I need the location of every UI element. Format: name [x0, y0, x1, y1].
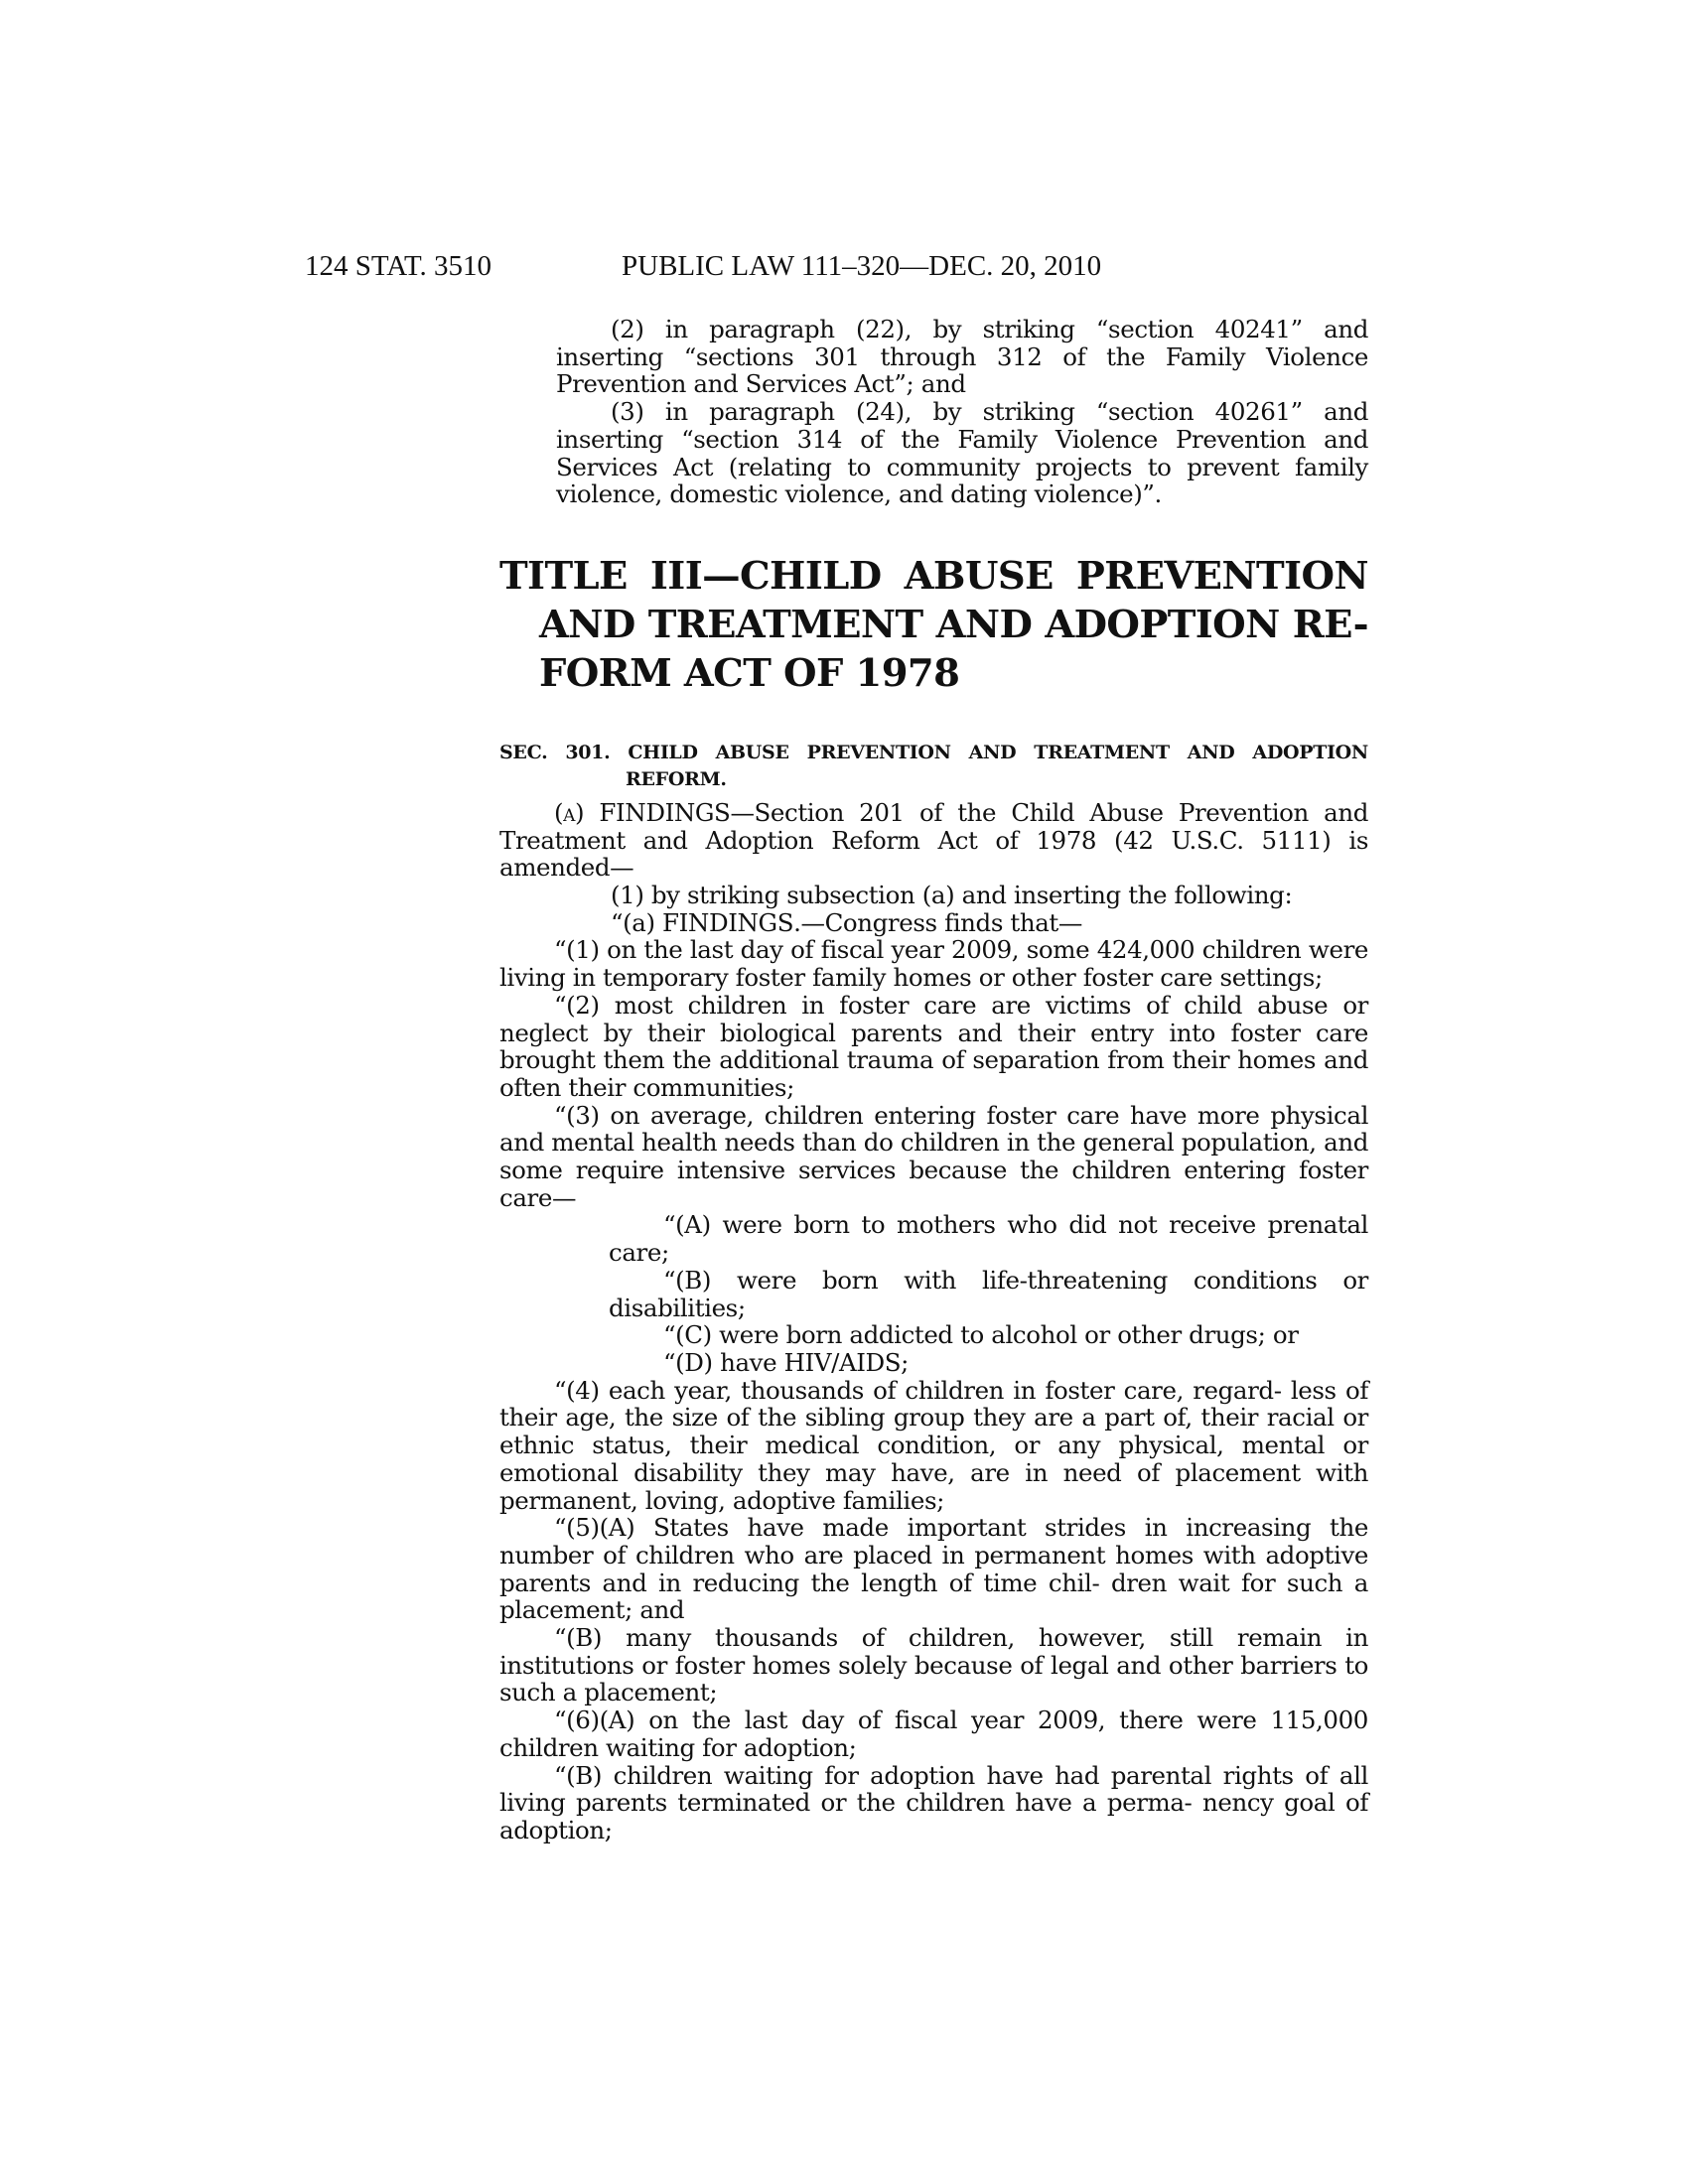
finding-3-b: “(B) were born with life-threatening conditions or disabilities; [609, 1265, 1368, 1322]
finding-3: “(3) on average, children entering foster care have more physical and mental health needs than do children in the general population, and some require intensive services because the children entering foster care— [499, 1100, 1368, 1212]
amendment-paragraph-2: (2) in paragraph (22), by striking “section 40241” and inserting “sections 301 through 312 of the Family Violence Prevention and Services Act”; and [556, 315, 1368, 399]
finding-5-b: “(B) many thousands of children, however, still remain in institutions or foster homes solely because of legal and other barriers to such a placement; [499, 1623, 1368, 1707]
paragraph-1: (1) by striking subsection (a) and inserting the following: [611, 881, 1293, 910]
title-heading: TITLE III—CHILD ABUSE PREVENTION AND TREATMENT AND ADOPTION RE- FORM ACT OF 1978 [499, 553, 1368, 696]
subsection-a-text: —Section 201 of the Child Abuse Prevention and Treatment and Adoption Reform Act of 1978 (42 U.S.C. 5111) is amended— [499, 797, 1368, 883]
main-text-column [499, 316, 1368, 1844]
finding-4: “(4) each year, thousands of children in foster care, regard- less of their age, the size of the sibling group they are a part of, their racial or ethnic status, their medical condition, or any physical, mental or emotional disability they may have, are in need of placement with permanent, loving, adoptive families; [499, 1375, 1368, 1515]
finding-2: “(2) most children in foster care are victims of child abuse or neglect by their biological parents and their entry into foster care brought them the additional trauma of separation from their homes and often their communities; [499, 990, 1368, 1102]
finding-3-d: “(D) have HIV/AIDS; [663, 1347, 910, 1377]
findings-intro-label: FINDINGS [662, 907, 794, 937]
findings-intro-prefix: “(a) [611, 907, 663, 937]
findings-intro [499, 909, 1368, 937]
finding-1: “(1) on the last day of fiscal year 2009, some 424,000 children were living in temporary foster family homes or other foster care settings; [499, 935, 1368, 993]
running-head: PUBLIC LAW 111–320—DEC. 20, 2010 [622, 250, 1102, 282]
findings-intro-text: .—Congress finds that— [793, 907, 1082, 937]
finding-6-b: “(B) children waiting for adoption have had parental rights of all living parents terminated or the children have a perma- nency goal of adoption; [499, 1760, 1368, 1844]
amendment-paragraph-3: (3) in paragraph (24), by striking “section 40261” and inserting “section 314 of the Family Violence Prevention and Services Act (relating to community projects to prevent family violence, domestic violence, and dating violence)”. [556, 397, 1368, 509]
section-heading: SEC. 301. CHILD ABUSE PREVENTION AND TREATMENT AND ADOPTION REFORM. [499, 741, 1368, 790]
subsection-a-label: (a) FINDINGS [554, 797, 731, 827]
finding-5-a: “(5)(A) States have made important strides in increasing the number of children who are placed in permanent homes with adoptive parents and in reducing the length of time chil- dren wait for such a placement; and [499, 1513, 1368, 1625]
finding-3-a: “(A) were born to mothers who did not receive prenatal care; [609, 1210, 1368, 1268]
finding-3-c: “(C) were born addicted to alcohol or other drugs; or [663, 1320, 1299, 1350]
page-header [305, 246, 1372, 286]
statute-page-reference: 124 STAT. 3510 [305, 250, 492, 282]
subsection-a-findings [499, 799, 1368, 882]
finding-6-a: “(6)(A) on the last day of fiscal year 2009, there were 115,000 children waiting for adoption; [499, 1706, 1368, 1762]
